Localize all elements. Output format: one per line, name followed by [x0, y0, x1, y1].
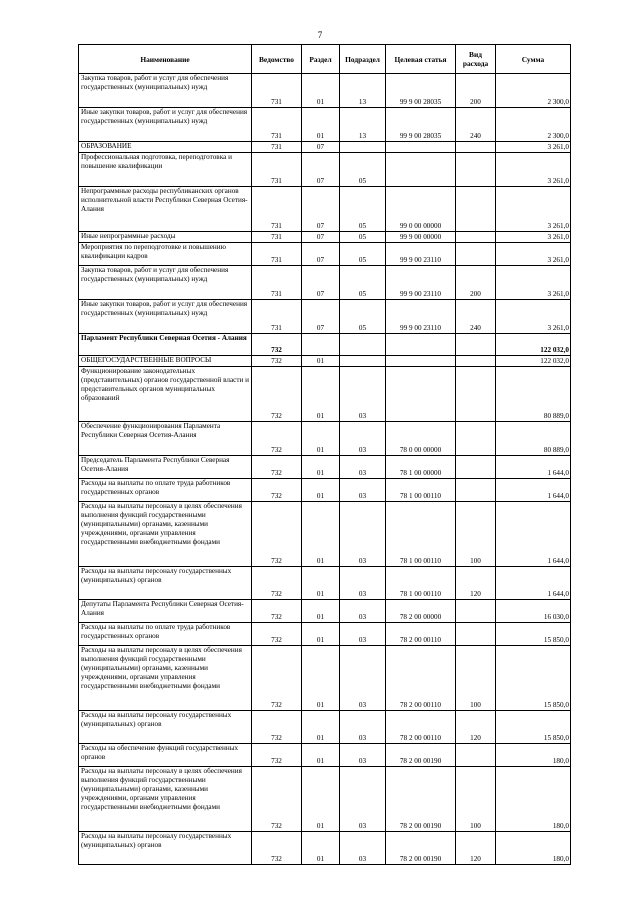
cell-name: Депутаты Парламента Республики Северная Осетия-Алания: [79, 600, 252, 623]
table-row: [79, 300, 571, 334]
cell-sum: 15 850,0: [496, 646, 571, 711]
cell-razdel: 01: [302, 832, 340, 865]
header-name: Наименование: [79, 45, 252, 74]
cell-cel: [386, 334, 456, 356]
table-row: [79, 232, 571, 243]
cell-razdel: 01: [302, 456, 340, 479]
cell-sum: 3 261,0: [496, 187, 571, 232]
cell-ved: 731: [252, 243, 302, 266]
cell-ved: 732: [252, 623, 302, 646]
cell-ved: 731: [252, 232, 302, 243]
cell-podrazdel: 03: [340, 646, 386, 711]
cell-razdel: 07: [302, 142, 340, 153]
cell-name: Расходы на выплаты по оплате труда работников государственных органов: [79, 623, 252, 646]
cell-cel: 78 2 00 00110: [386, 646, 456, 711]
table-row: [79, 767, 571, 832]
cell-razdel: 07: [302, 232, 340, 243]
cell-podrazdel: 05: [340, 153, 386, 187]
cell-podrazdel: 13: [340, 74, 386, 108]
cell-cel: [386, 142, 456, 153]
cell-sum: 1 644,0: [496, 479, 571, 502]
cell-podrazdel: 13: [340, 108, 386, 142]
cell-cel: 78 2 00 00110: [386, 711, 456, 744]
cell-vid: [456, 367, 496, 422]
table-row: [79, 744, 571, 767]
cell-razdel: 01: [302, 502, 340, 567]
cell-sum: 180,0: [496, 744, 571, 767]
cell-podrazdel: 03: [340, 600, 386, 623]
table-row: [79, 567, 571, 600]
cell-podrazdel: 03: [340, 422, 386, 456]
cell-podrazdel: 03: [340, 832, 386, 865]
header-ved: Ведомство: [252, 45, 302, 74]
cell-name: Парламент Республики Северная Осетия - Алания: [79, 334, 252, 356]
table-row: [79, 623, 571, 646]
table-row: [79, 646, 571, 711]
cell-vid: 200: [456, 74, 496, 108]
cell-razdel: 01: [302, 711, 340, 744]
table-row: [79, 600, 571, 623]
cell-sum: 122 032,0: [496, 334, 571, 356]
cell-razdel: 01: [302, 479, 340, 502]
cell-cel: 78 2 00 00190: [386, 832, 456, 865]
cell-name: Расходы на выплаты персоналу в целях обеспечения выполнения функций государственными (муниципальными) органами, казенными учреждениями, органами управления государственными внебюджетными фондами: [79, 646, 252, 711]
cell-podrazdel: [340, 334, 386, 356]
cell-ved: 732: [252, 567, 302, 600]
cell-ved: 732: [252, 422, 302, 456]
cell-sum: 2 300,0: [496, 108, 571, 142]
cell-cel: 78 2 00 00190: [386, 767, 456, 832]
cell-ved: 732: [252, 356, 302, 367]
cell-vid: 100: [456, 502, 496, 567]
cell-sum: 80 889,0: [496, 367, 571, 422]
cell-vid: [456, 456, 496, 479]
cell-vid: 240: [456, 108, 496, 142]
cell-podrazdel: 05: [340, 243, 386, 266]
cell-ved: 732: [252, 711, 302, 744]
cell-name: Председатель Парламента Республики Северная Осетия-Алания: [79, 456, 252, 479]
cell-cel: 78 1 00 00110: [386, 567, 456, 600]
cell-sum: 180,0: [496, 767, 571, 832]
cell-sum: 1 644,0: [496, 456, 571, 479]
cell-razdel: 07: [302, 187, 340, 232]
cell-ved: 731: [252, 74, 302, 108]
cell-name: Мероприятия по переподготовке и повышению квалификации кадров: [79, 243, 252, 266]
cell-cel: 99 9 00 23110: [386, 243, 456, 266]
cell-name: Иные закупки товаров, работ и услуг для обеспечения государственных (муниципальных) нужд: [79, 300, 252, 334]
cell-razdel: 01: [302, 767, 340, 832]
cell-vid: 120: [456, 711, 496, 744]
header-podrazdel: Подраздел: [340, 45, 386, 74]
cell-cel: 99 0 00 00000: [386, 187, 456, 232]
cell-podrazdel: 05: [340, 300, 386, 334]
cell-name: Функционирование законодательных (представительных) органов государственной власти и представительных органов муниципальных образований: [79, 367, 252, 422]
table-row: [79, 356, 571, 367]
table-header-row: [79, 45, 571, 74]
cell-vid: 100: [456, 767, 496, 832]
cell-razdel: 01: [302, 567, 340, 600]
table-row: [79, 243, 571, 266]
cell-sum: 1 644,0: [496, 502, 571, 567]
cell-name: ОБЩЕГОСУДАРСТВЕННЫЕ ВОПРОСЫ: [79, 356, 252, 367]
table-row: [79, 456, 571, 479]
cell-name: Расходы на выплаты персоналу в целях обеспечения выполнения функций государственными (муниципальными) органами, казенными учреждениями, органами управления государственными внебюджетными фондами: [79, 502, 252, 567]
cell-podrazdel: 03: [340, 767, 386, 832]
cell-vid: [456, 600, 496, 623]
cell-vid: [456, 623, 496, 646]
cell-vid: [456, 232, 496, 243]
cell-sum: 3 261,0: [496, 243, 571, 266]
cell-name: ОБРАЗОВАНИЕ: [79, 142, 252, 153]
table-row: [79, 74, 571, 108]
cell-razdel: 07: [302, 266, 340, 300]
cell-ved: 731: [252, 108, 302, 142]
cell-name: Расходы на обеспечение функций государственных органов: [79, 744, 252, 767]
table-row: [79, 502, 571, 567]
cell-sum: 3 261,0: [496, 142, 571, 153]
cell-vid: [456, 422, 496, 456]
cell-vid: [456, 153, 496, 187]
cell-podrazdel: 03: [340, 567, 386, 600]
cell-podrazdel: 03: [340, 744, 386, 767]
cell-podrazdel: 03: [340, 711, 386, 744]
cell-cel: 99 9 00 28035: [386, 74, 456, 108]
cell-name: Закупка товаров, работ и услуг для обеспечения государственных (муниципальных) нужд: [79, 74, 252, 108]
cell-podrazdel: 03: [340, 479, 386, 502]
cell-vid: [456, 142, 496, 153]
page-number: 7: [317, 30, 323, 40]
header-razdel: Раздел: [302, 45, 340, 74]
cell-razdel: 01: [302, 367, 340, 422]
cell-razdel: 07: [302, 153, 340, 187]
cell-podrazdel: 03: [340, 502, 386, 567]
cell-podrazdel: [340, 356, 386, 367]
cell-ved: 732: [252, 832, 302, 865]
cell-sum: 1 644,0: [496, 567, 571, 600]
cell-sum: 3 261,0: [496, 266, 571, 300]
table-row: [79, 108, 571, 142]
cell-name: Непрограммные расходы республиканских органов исполнительной власти Республики Северная Осетия-Алания: [79, 187, 252, 232]
cell-vid: 120: [456, 567, 496, 600]
cell-sum: 3 261,0: [496, 300, 571, 334]
cell-razdel: 07: [302, 300, 340, 334]
cell-ved: 731: [252, 300, 302, 334]
cell-name: Профессиональная подготовка, переподготовка и повышение квалификации: [79, 153, 252, 187]
cell-vid: 100: [456, 646, 496, 711]
cell-ved: 731: [252, 187, 302, 232]
cell-sum: 122 032,0: [496, 356, 571, 367]
cell-razdel: 01: [302, 600, 340, 623]
table-row: [79, 142, 571, 153]
cell-name: Расходы на выплаты по оплате труда работников государственных органов: [79, 479, 252, 502]
cell-sum: 180,0: [496, 832, 571, 865]
cell-ved: 732: [252, 767, 302, 832]
table-body: [79, 74, 571, 865]
cell-sum: 80 889,0: [496, 422, 571, 456]
cell-sum: 15 850,0: [496, 623, 571, 646]
cell-podrazdel: 05: [340, 266, 386, 300]
cell-razdel: 01: [302, 108, 340, 142]
cell-sum: 3 261,0: [496, 232, 571, 243]
cell-razdel: 01: [302, 422, 340, 456]
cell-razdel: 07: [302, 243, 340, 266]
cell-ved: 732: [252, 479, 302, 502]
cell-cel: 78 1 00 00110: [386, 502, 456, 567]
cell-vid: [456, 744, 496, 767]
cell-cel: 78 0 00 00000: [386, 422, 456, 456]
cell-name: Иные непрограммные расходы: [79, 232, 252, 243]
cell-ved: 731: [252, 153, 302, 187]
cell-ved: 732: [252, 502, 302, 567]
cell-podrazdel: 05: [340, 232, 386, 243]
cell-ved: 732: [252, 367, 302, 422]
cell-cel: [386, 356, 456, 367]
cell-vid: 240: [456, 300, 496, 334]
cell-razdel: [302, 334, 340, 356]
cell-vid: [456, 334, 496, 356]
cell-name: Иные закупки товаров, работ и услуг для обеспечения государственных (муниципальных) нужд: [79, 108, 252, 142]
cell-razdel: 01: [302, 623, 340, 646]
cell-cel: 99 9 00 23110: [386, 300, 456, 334]
header-vid: Вид расхода: [456, 45, 496, 74]
cell-cel: 99 9 00 23110: [386, 266, 456, 300]
cell-name: Расходы на выплаты персоналу государственных (муниципальных) органов: [79, 832, 252, 865]
cell-razdel: 01: [302, 356, 340, 367]
cell-vid: [456, 479, 496, 502]
cell-vid: 200: [456, 266, 496, 300]
cell-name: Расходы на выплаты персоналу в целях обеспечения выполнения функций государственными (муниципальными) органами, казенными учреждениями, органами управления государственными внебюджетными фондами: [79, 767, 252, 832]
table-row: [79, 266, 571, 300]
table-row: [79, 422, 571, 456]
cell-cel: 78 1 00 00110: [386, 479, 456, 502]
cell-sum: 16 030,0: [496, 600, 571, 623]
cell-cel: 78 2 00 00190: [386, 744, 456, 767]
cell-razdel: 01: [302, 744, 340, 767]
table-row: [79, 334, 571, 356]
cell-vid: [456, 243, 496, 266]
cell-ved: 732: [252, 334, 302, 356]
cell-cel: 78 2 00 00000: [386, 600, 456, 623]
cell-razdel: 01: [302, 74, 340, 108]
table-row: [79, 832, 571, 865]
cell-name: Обеспечение функционирования Парламента Республики Северная Осетия-Алания: [79, 422, 252, 456]
header-cel: Целевая статья: [386, 45, 456, 74]
cell-vid: [456, 187, 496, 232]
cell-ved: 732: [252, 456, 302, 479]
cell-sum: 2 300,0: [496, 74, 571, 108]
cell-cel: 78 2 00 00110: [386, 623, 456, 646]
cell-ved: 732: [252, 646, 302, 711]
table-row: [79, 153, 571, 187]
cell-podrazdel: 03: [340, 623, 386, 646]
cell-podrazdel: 03: [340, 367, 386, 422]
header-sum: Сумма: [496, 45, 571, 74]
cell-razdel: 01: [302, 646, 340, 711]
cell-cel: [386, 153, 456, 187]
cell-name: Расходы на выплаты персоналу государственных (муниципальных) органов: [79, 567, 252, 600]
cell-name: Закупка товаров, работ и услуг для обеспечения государственных (муниципальных) нужд: [79, 266, 252, 300]
table-row: [79, 479, 571, 502]
cell-sum: 3 261,0: [496, 153, 571, 187]
cell-ved: 731: [252, 266, 302, 300]
budget-table: [78, 44, 571, 865]
cell-ved: 732: [252, 600, 302, 623]
cell-podrazdel: 05: [340, 187, 386, 232]
cell-podrazdel: [340, 142, 386, 153]
table-row: [79, 367, 571, 422]
cell-name: Расходы на выплаты персоналу государственных (муниципальных) органов: [79, 711, 252, 744]
cell-vid: [456, 356, 496, 367]
cell-vid: 120: [456, 832, 496, 865]
cell-cel: [386, 367, 456, 422]
cell-ved: 732: [252, 744, 302, 767]
cell-ved: 731: [252, 142, 302, 153]
cell-cel: 99 9 00 28035: [386, 108, 456, 142]
table-row: [79, 711, 571, 744]
cell-podrazdel: 03: [340, 456, 386, 479]
cell-sum: 15 850,0: [496, 711, 571, 744]
table-row: [79, 187, 571, 232]
cell-cel: 78 1 00 00000: [386, 456, 456, 479]
cell-cel: 99 9 00 00000: [386, 232, 456, 243]
